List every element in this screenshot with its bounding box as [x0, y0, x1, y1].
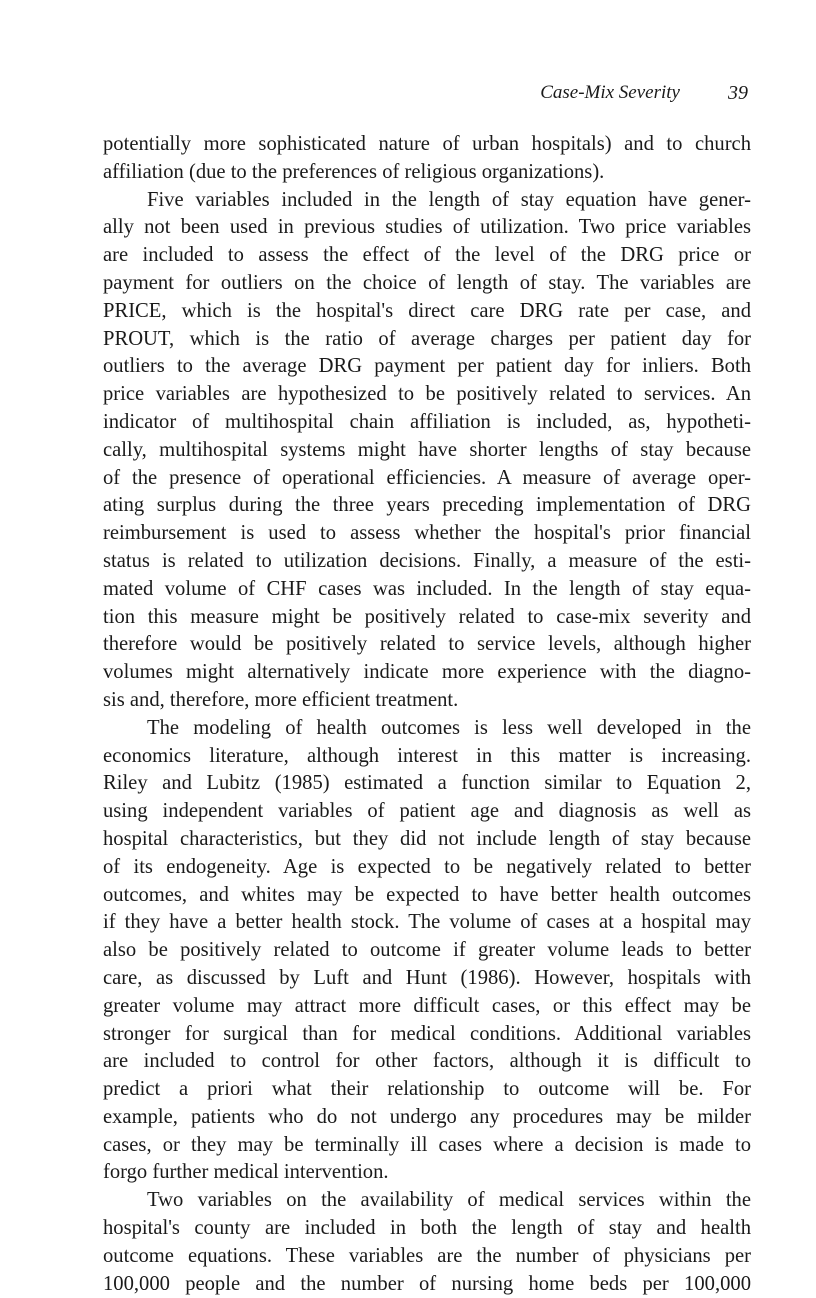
text-line: PRICE, which is the hospital's direct care DRG rate per case, and — [103, 299, 751, 322]
text-line: are included to assess the effect of the level of the DRG price or — [103, 244, 751, 267]
text-line: stronger for surgical than for medical conditions. Additional variables — [103, 1022, 751, 1045]
text-line: reimbursement is used to assess whether the hospital's prior financial — [103, 522, 751, 545]
text-line: cally, multihospital systems might have shorter lengths of stay because — [103, 438, 751, 461]
text-line: Five variables included in the length of stay equation have gener- — [147, 188, 751, 211]
text-line: status is related to utilization decisions. Finally, a measure of the esti- — [103, 549, 751, 572]
text-line: predict a priori what their relationship to outcome will be. For — [103, 1078, 751, 1101]
text-line: payment for outliers on the choice of length of stay. The variables are — [103, 271, 751, 294]
text-line: example, patients who do not undergo any procedures may be milder — [103, 1105, 751, 1128]
paragraph — [103, 715, 751, 1188]
text-line: ating surplus during the three years preceding implementation of DRG — [103, 494, 751, 517]
running-header — [0, 82, 816, 108]
text-line: indicator of multihospital chain affiliation is included, as, hypotheti- — [103, 410, 751, 433]
text-line: hospital's county are included in both the length of stay and health — [103, 1217, 751, 1240]
paragraph — [103, 187, 751, 715]
running-title: Case-Mix Severity — [540, 82, 680, 103]
text-line: sis and, therefore, more efficient treatment. — [103, 688, 459, 711]
text-line: price variables are hypothesized to be positively related to services. An — [103, 383, 751, 406]
text-line: volumes might alternatively indicate more experience with the diagno- — [103, 661, 751, 684]
text-line: outcomes, and whites may be expected to have better health outcomes — [103, 883, 751, 906]
text-line: also be positively related to outcome if greater volume leads to better — [103, 939, 751, 962]
paragraph — [103, 131, 751, 187]
text-line: forgo further medical intervention. — [103, 1161, 389, 1184]
text-line: outcome equations. These variables are the number of physicians per — [103, 1244, 751, 1267]
text-line: outliers to the average DRG payment per patient day for inliers. Both — [103, 355, 751, 378]
text-line: mated volume of CHF cases was included. In the length of stay equa- — [103, 577, 751, 600]
text-line: care, as discussed by Luft and Hunt (1986). However, hospitals with — [103, 966, 751, 989]
text-line: Two variables on the availability of medical services within the — [147, 1189, 751, 1212]
paragraph — [103, 1187, 751, 1298]
text-line: ally not been used in previous studies of utilization. Two price variables — [103, 216, 751, 239]
text-line: are included to control for other factors, although it is difficult to — [103, 1050, 751, 1073]
text-line: cases, or they may be terminally ill cases where a decision is made to — [103, 1133, 751, 1156]
text-line: Riley and Lubitz (1985) estimated a function similar to Equation 2, — [103, 772, 751, 795]
text-line: The modeling of health outcomes is less well developed in the — [147, 716, 751, 739]
text-line: of its endogeneity. Age is expected to be negatively related to better — [103, 855, 751, 878]
text-line: affiliation (due to the preferences of religious organizations). — [103, 160, 605, 183]
text-line: 100,000 people and the number of nursing home beds per 100,000 — [103, 1272, 751, 1295]
text-line: if they have a better health stock. The volume of cases at a hospital may — [103, 911, 751, 934]
text-line: potentially more sophisticated nature of urban hospitals) and to church — [103, 133, 751, 155]
page-number: 39 — [728, 82, 748, 104]
text-line: PROUT, which is the ratio of average charges per patient day for — [103, 327, 751, 350]
text-line: using independent variables of patient age and diagnosis as well as — [103, 800, 751, 823]
text-line: tion this measure might be positively related to case-mix severity and — [103, 605, 751, 628]
text-line: economics literature, although interest in this matter is increasing. — [103, 744, 751, 767]
text-line: of the presence of operational efficiencies. A measure of average oper- — [103, 466, 751, 489]
text-line: therefore would be positively related to service levels, although higher — [103, 633, 751, 656]
body-text — [103, 131, 751, 1298]
text-line: greater volume may attract more difficult cases, or this effect may be — [103, 994, 751, 1017]
text-line: hospital characteristics, but they did not include length of stay because — [103, 827, 751, 850]
